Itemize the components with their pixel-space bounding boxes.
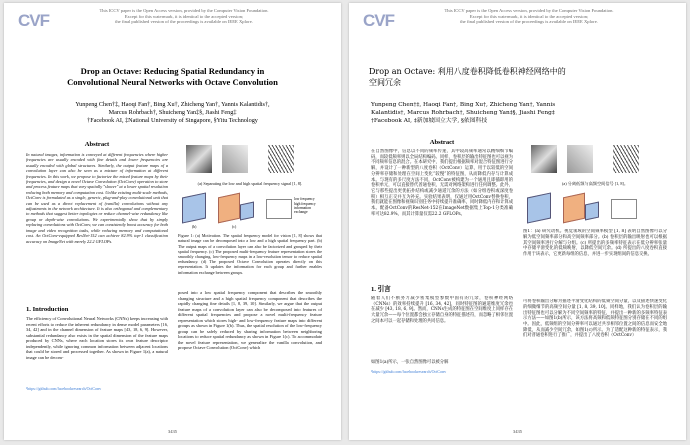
- feature-tensor-b: [182, 193, 206, 224]
- cvf-logo: CVF: [363, 11, 394, 30]
- author-list: Yunpeng Chen†‡, Haoqi Fan†, Bing Xu†, Zhicheng Yan†, Yannis Kalantidis†, Marcus Rohrbach†, Shuicheng Yan‡§, Jiashi Feng‡ †Facebook AI, ‡新加坡国立大学, §依图科技: [371, 102, 556, 124]
- feature-tensor-c-high: [218, 193, 240, 224]
- paper-title: Drop an Octave: Reducing Spatial Redundancy in Convolutional Neural Networks with Octave Convolution: [67, 66, 278, 87]
- right-column: [523, 143, 667, 367]
- paper-title: Drop an Octave: 利用八度卷积降低卷积神经网络中的 空间冗余: [369, 67, 566, 87]
- page-number: 3435: [512, 429, 523, 434]
- chinese-translation-page: [349, 3, 686, 440]
- figure-legend: low frequency high frequency information exchange: [294, 197, 316, 215]
- low-frequency-image: [567, 145, 593, 173]
- watermark: This ICCV paper is the Open Access version, provided by the Computer Vision Foundation. Except for this watermark, it is identical to the accepted version; the final published version of the proceedings is available on IEEE Xplore.: [99, 8, 269, 25]
- octconv-diagram: [266, 199, 292, 219]
- left-column: [371, 139, 513, 374]
- photo-image: [531, 145, 557, 173]
- intro-text: 随着人们不断努力减少密集模型参数中固有的冗余，卷积神经网络（CNNs）的效率持续提升 [16, 34, 42]，同时特征图的通道维度冗余也在减少 [43, 18, 6, 9]。然而，CNNs生成的特征图在空间维度上同样存在大量冗余——每个位置都会独立存储自身的特征描述符，而忽略了相邻位置之间本可以一起存储和处理的共同信息。: [371, 296, 513, 324]
- figure-sublabel-b: (b): [192, 225, 197, 230]
- author-list: Yunpeng Chen†‡, Haoqi Fan†, Bing Xu†, Zhicheng Yan†, Yannis Kalantidis†, Marcus Rohrbach†, Shuicheng Yan‡§, Jiashi Feng‡ †Facebook AI, ‡National University of Singapore, §Yitu Technology: [75, 101, 270, 124]
- high-frequency-image: [268, 145, 294, 173]
- figure-1a: [178, 143, 322, 181]
- intro-heading: 1. Introduction: [26, 306, 69, 313]
- figure-1a-caption: (a) Separating the low and high spatial frequency signal [1, 8].: [197, 181, 303, 186]
- photo-image: [186, 145, 212, 173]
- low-frequency-image: [222, 145, 248, 173]
- figure-1-caption: Figure 1: (a) Motivation. The spatial frequency model for vision [1, 8] shows that natural image can be decomposed into a low and a high spatial frequency part. (b) The output maps of a convolution layer can also be factorized and grouped by their spatial frequency. (c) The proposed multi-frequency feature representation stores the smoothly changing, low-frequency maps in a low-resolution tensor to reduce spatial redundancy. (d) The proposed Octave Convolution operates directly on this representation. It updates the information for each group and further enables information exchange between groups.: [178, 233, 322, 275]
- figure-1bcd: [178, 189, 322, 233]
- feature-tensor-c-low: [240, 202, 254, 221]
- abstract-text: In natural images, information is conveyed at different frequencies where higher frequencies are usually encoded with fine details and lower frequencies are usually encoded with global structures. Similarly, the output feature maps of a convolution layer can also be seen as a mixture of information at different frequencies. In this work, we propose to factorize the mixed feature maps by their frequencies, and design a novel Octave Convolution (OctConv) operation to store and process feature maps that vary spatially "slower" at a lower spatial resolution reducing both memory and computation cost. Unlike existing multi-scale methods, OctConv is formulated as a single, generic, plug-and-play convolutional unit that can be used as a direct replacement of (vanilla) convolutions without any adjustments in the network architecture. It is also orthogonal and complementary to methods that suggest better topologies or reduce channel-wise redundancy like group or depth-wise convolutions. We experimentally show that by simply replacing convolutions with OctConv, we can consistently boost accuracy for both image and video recognition tasks, while reducing memory and computational cost. An OctConv-equipped ResNet-152 can achieve 82.9% top-1 classification accuracy on ImageNet with merely 22.2 GFLOPs.: [26, 152, 168, 244]
- intro-text: The efficiency of Convolutional Neural Networks (CNNs) keeps increasing with recent efforts to reduce the inherent redundancy in dense model parameters [16, 34, 42] and in the channel dimension of feature maps [43, 18, 6, 9]. However, substantial redundancy also exists in the spatial dimension of the feature maps produced by CNNs, where each location stores its own feature descriptor independently, while ignoring common information between adjacent locations that could be stored and processed together. As shown in Figure 1(a), a natural image can be decom-: [26, 316, 168, 360]
- feature-tensor-b: [527, 193, 551, 224]
- right-column: [178, 143, 322, 362]
- english-paper-page: [4, 3, 341, 440]
- right-column-text: posed into a low spatial frequency component that describes the smoothly changing structure and a high spatial frequency component that describes the rapidly changing fine details [1, 8, 39, 10]. Similarly, we argue that the output feature maps of a convolution layer can also be decomposed into features of different spatial frequencies and propose a novel multi-frequency feature representation which stores high- and low-frequency feature maps into different groups as shown in Figure 1(b). Thus, the spatial resolution of the low-frequency group can be safely reduced by sharing information between neighboring locations to reduce spatial redundancy as shown in Figure 1(c). To accommodate the novel feature representation, we generalize the vanilla convolution, and propose Octave Convolution (OctConv) which: [178, 290, 322, 351]
- figure-1a-caption: (a) 分离低频与高频空间信号 [1, 8]。: [561, 181, 629, 186]
- footnote-link[interactable]: ¹https://github.com/facebookresearch/OctConv: [26, 386, 102, 391]
- intro-heading: 1. 引言: [371, 286, 391, 293]
- figure-1bcd: [523, 189, 667, 229]
- right-column-text: 可将卷积输出分解为描述平滑变化结构的低频空间分量，以及描述快速变化的细微细节的高频空间分量 [1, 8, 39, 10]。同样地，我们认为卷积层的输出特征图也可以分解为不同空间频率的特征，并提出一种新的多频率特征表示方法——如图1(b)所示，该方法将高频和低频特征图分别存储在不同的组中。因此，低频组的空间分辨率可以通过共享相邻位置之间的信息而安全地降低，从而减少空间冗余，如图1(c)所示。为了适配这种新的特征表示，我们对普通卷积进行了推广，并提出了八度卷积（OctConv）: [523, 299, 667, 339]
- cvf-logo: CVF: [18, 11, 49, 30]
- figure-sublabel-c: (c): [232, 225, 237, 230]
- abstract-text: 在自然图像中，信息以不同的频率传递，其中较高频率通常以精细细节编码，而较低频率则以全局结构编码。同样，卷积层的输出特征图也可以视为不同频率信息的混合。在本研究中，我们提出根据频率对混合特征图进行分解，并设计了一种新型的八度卷积（OctConv）运算，用于以较低的空间分辨率存储和处理在空间上变化“较慢”的特征图，从而降低内存与计算成本。与现有的多尺度方法不同，OctConv被构建为一个通用且即插即用的卷积单元，可以直接替代普通卷积，无需对网络架构进行任何调整。此外，它与那些提出更优拓扑结构或减少通道冗余的方法（如分组卷积或深度卷积）相互正交并互为补充。实验结果表明，仅通过用OctConv替换卷积，我们就能在图像和视频识别任务中持续提升准确率，同时降低内存和计算成本。配备OctConv的ResNet-152在ImageNet数据集上Top-1分类准确率可达82.9%，而其计算量仅需22.2 GFLOPs。: [371, 149, 513, 217]
- page-number: 3435: [167, 429, 178, 434]
- high-frequency-image: [613, 145, 639, 173]
- abstract-heading: Abstract: [84, 141, 110, 148]
- figure-1-caption: 图1：(a) 研究动机。视觉领域的空间频率模型 [1, 8] 表明自然图像可以分解为低空间频率部分和高空间频率部分。(b) 卷积层的输出映射也可以根据其空间频率进行分解与分组。(c) 所提出的多频率特征表示在低分辨率张量中存储平滑变化的低频映射，以降低空间冗余。(d) 所提出的八度卷积直接作用于该表示，它更新每组的信息，并进一步实现组间的信息交换。: [523, 229, 667, 258]
- abstract-heading: Abstract: [429, 139, 455, 146]
- intro-text-continued: 如图1(a)所示，一张自然图像可以被分解: [371, 360, 449, 365]
- figure-1a: [523, 143, 667, 181]
- feature-tensor-c-low: [585, 202, 599, 221]
- footnote-link[interactable]: ¹https://github.com/facebookresearch/OctConv: [371, 368, 447, 374]
- feature-tensor-c-high: [563, 193, 585, 224]
- left-column: [26, 141, 168, 391]
- octconv-diagram: [611, 199, 637, 219]
- watermark: This ICCV paper is the Open Access version, provided by the Computer Vision Foundation. Except for this watermark, it is identical to the accepted version; the final published version of the proceedings is available on IEEE Xplore.: [444, 8, 614, 25]
